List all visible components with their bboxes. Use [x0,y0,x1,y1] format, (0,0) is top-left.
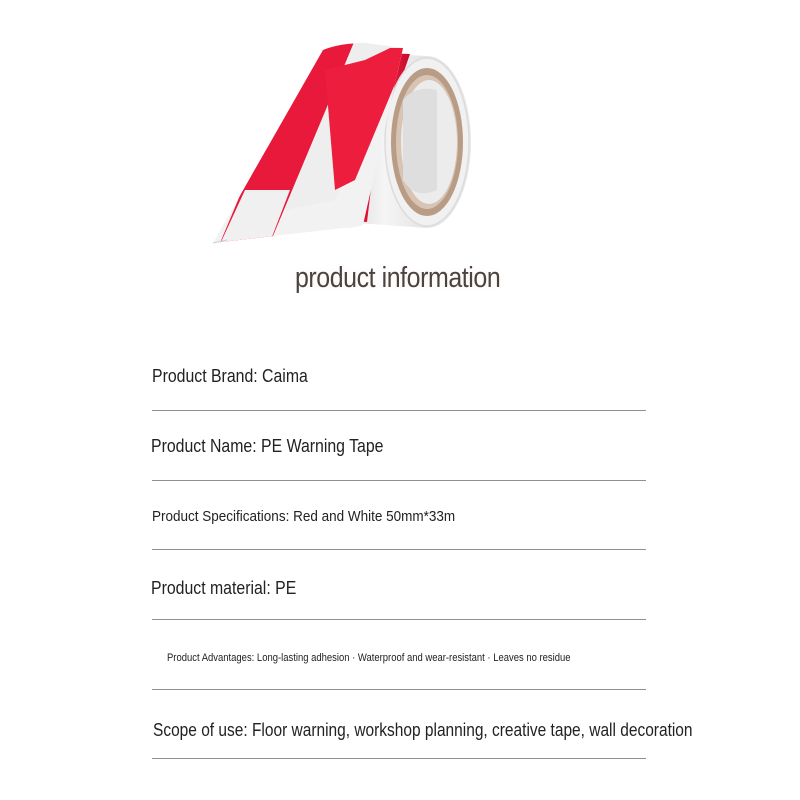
divider [152,689,646,690]
tape-roll-core [391,68,463,216]
product-material-text: Product material: PE [151,578,297,598]
divider [152,480,646,481]
scope-of-use-text: Scope of use: Floor warning, workshop planning, creative tape, wall decoration [153,720,693,740]
section-heading: product information [294,262,501,294]
product-specifications-text: Product Specifications: Red and White 50mm*33m [152,508,456,525]
divider [152,619,646,620]
divider [152,549,646,550]
product-brand-text: Product Brand: Caima [152,366,308,386]
product-advantages-text: Product Advantages: Long-lasting adhesion · Waterproof and wear-resistant · Leaves no residue [167,652,571,664]
warning-tape-roll-image [205,40,475,255]
divider [152,758,646,759]
product-name-text: Product Name: PE Warning Tape [151,436,384,456]
divider [152,410,646,411]
